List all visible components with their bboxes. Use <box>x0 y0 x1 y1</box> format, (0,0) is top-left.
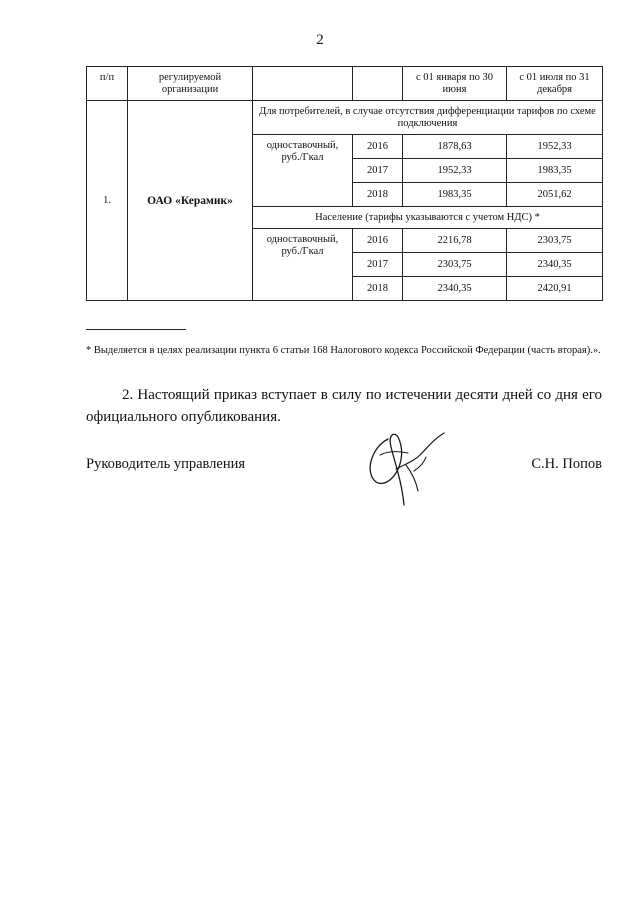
group1-h1-value: 1878,63 <box>403 135 507 159</box>
header-period2: с 01 июля по 31 декабря <box>507 67 603 101</box>
group1-h1-value: 1983,35 <box>403 183 507 207</box>
header-col3 <box>253 67 353 101</box>
page-number: 2 <box>316 32 324 48</box>
group1-year: 2018 <box>353 183 403 207</box>
group1-year: 2017 <box>353 159 403 183</box>
row-number: 1. <box>87 101 128 301</box>
group1-year: 2016 <box>353 135 403 159</box>
group2-year: 2018 <box>353 277 403 301</box>
group1-h2-value: 1983,35 <box>507 159 603 183</box>
group2-h2-value: 2340,35 <box>507 253 603 277</box>
group1-rate-type: одноставочный, руб./Гкал <box>253 135 353 207</box>
group1-h2-value: 2051,62 <box>507 183 603 207</box>
group2-h2-value: 2420,91 <box>507 277 603 301</box>
table-row <box>87 101 603 135</box>
signer-name: С.Н. Попов <box>531 456 602 472</box>
header-num: п/п <box>87 67 128 101</box>
group2-h2-value: 2303,75 <box>507 229 603 253</box>
group2-rate-type: одноставочный, руб./Гкал <box>253 229 353 301</box>
group2-title: Население (тарифы указываются с учетом НДС) * <box>253 207 603 229</box>
group2-year: 2016 <box>353 229 403 253</box>
group1-h2-value: 1952,33 <box>507 135 603 159</box>
order-paragraph: 2. Настоящий приказ вступает в силу по истечении десяти дней со дня его официального опубликования. <box>86 387 602 425</box>
header-org: регулируемой организации <box>128 67 253 101</box>
group2-h1-value: 2303,75 <box>403 253 507 277</box>
group2-h1-value: 2216,78 <box>403 229 507 253</box>
organization-name: ОАО «Керамик» <box>128 101 253 301</box>
header-col4 <box>353 67 403 101</box>
header-period1: с 01 января по 30 июня <box>403 67 507 101</box>
group2-h1-value: 2340,35 <box>403 277 507 301</box>
group2-year: 2017 <box>353 253 403 277</box>
signer-title: Руководитель управления <box>86 456 246 472</box>
group1-title: Для потребителей, в случае отсутствия дифференциации тарифов по схеме подключения <box>253 101 603 135</box>
table-header-row <box>87 67 603 101</box>
footnote-divider <box>86 329 186 330</box>
tariff-table <box>86 66 603 301</box>
group1-h1-value: 1952,33 <box>403 159 507 183</box>
handwritten-signature <box>358 425 454 511</box>
footnote: * Выделяется в целях реализации пункта 6 статьи 168 Налогового кодекса Российской Федерации (часть вторая).». <box>86 345 601 356</box>
